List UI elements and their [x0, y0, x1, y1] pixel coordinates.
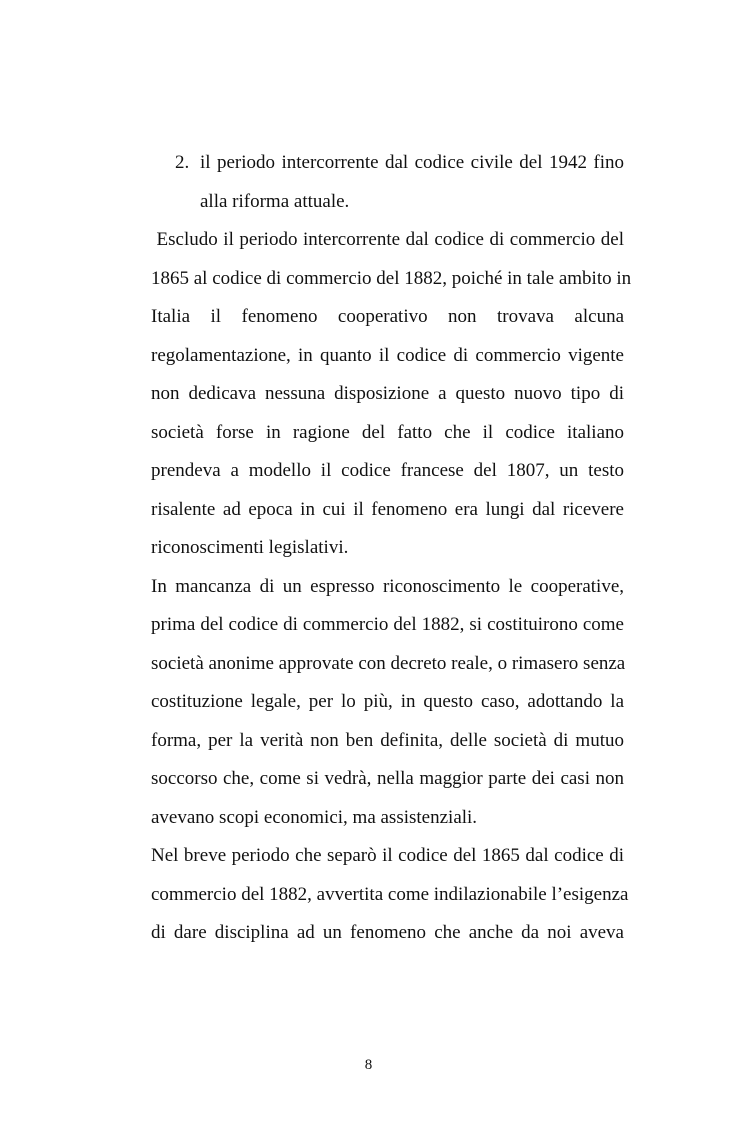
- paragraph-line: In mancanza di un espresso riconoscimento le cooperative,: [151, 575, 624, 597]
- paragraph-line: costituzione legale, per lo più, in questo caso, adottando la: [151, 691, 624, 712]
- paragraph-line: società forse in ragione del fatto che il codice italiano: [151, 421, 624, 443]
- body-text: [151, 221, 632, 953]
- paragraph-line: 1865 al codice di commercio del 1882, poiché in tale ambito in: [151, 267, 632, 289]
- paragraph-line: Italia il fenomeno cooperativo non trovava alcuna: [151, 306, 624, 327]
- paragraph-line: non dedicava nessuna disposizione a questo nuovo tipo di: [151, 383, 624, 404]
- page-number: 8: [364, 1057, 373, 1073]
- paragraph-line: società anonime approvate con decreto reale, o rimasero senza: [151, 652, 626, 674]
- paragraph-line: forma, per la verità non ben definita, delle società di mutuo: [151, 729, 624, 751]
- paragraph-line: riconoscimenti legislativi.: [151, 537, 349, 558]
- paragraph-line: risalente ad epoca in cui il fenomeno era lungi dal ricevere: [151, 498, 624, 520]
- paragraph-line: regolamentazione, in quanto il codice di commercio vigente: [151, 344, 624, 366]
- paragraph-line: prendeva a modello il codice francese del 1807, un testo: [151, 460, 624, 481]
- paragraph-line: Escludo il periodo intercorrente dal codice di commercio del: [151, 229, 624, 250]
- paragraph-line: Nel breve periodo che separò il codice del 1865 dal codice di: [151, 845, 624, 866]
- list-item-text: [200, 144, 624, 221]
- paragraph-line: commercio del 1882, avvertita come indilazionabile l’esigenza: [151, 883, 629, 905]
- list-item-line: il periodo intercorrente dal codice civile del 1942 fino: [200, 152, 624, 173]
- paragraph-line: soccorso che, come si vedrà, nella maggior parte dei casi non: [151, 768, 624, 789]
- list-item-number: 2.: [175, 152, 190, 173]
- list-item-line: alla riforma attuale.: [200, 190, 350, 212]
- paragraph-line: avevano scopi economici, ma assistenziali.: [151, 806, 478, 828]
- paragraph-line: prima del codice di commercio del 1882, si costituirono come: [151, 614, 624, 635]
- paragraph-line: di dare disciplina ad un fenomeno che anche da noi aveva: [151, 922, 624, 943]
